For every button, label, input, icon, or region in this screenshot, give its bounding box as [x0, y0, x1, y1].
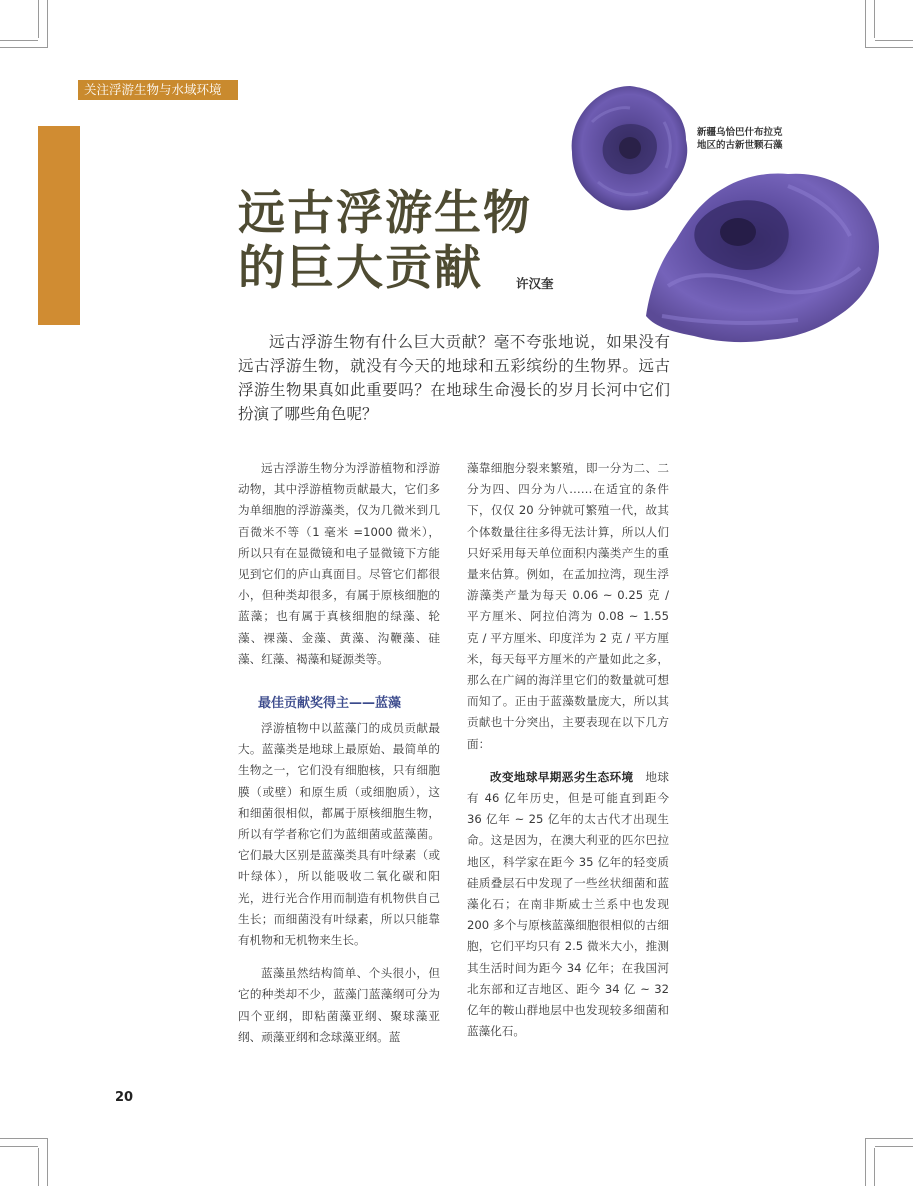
crop-mark [38, 0, 39, 38]
body-paragraph: 蓝藻虽然结构简单、个头很小，但它的种类却不少，蓝藻门蓝藻纲可分为四个亚纲，即粘菌藻亚纲、聚球藻亚纲、顽藻亚纲和念球藻亚纲。蓝 [238, 966, 440, 1044]
crop-mark [875, 40, 913, 41]
page-number: 20 [115, 1090, 134, 1105]
crop-mark [874, 1148, 875, 1186]
crop-mark [0, 1146, 38, 1147]
crop-mark [0, 47, 48, 48]
photo-caption-line: 新疆乌恰巴什布拉克 [697, 127, 783, 138]
fossil-photo-large [638, 166, 886, 346]
body-text: 地球有 46 亿年历史，但是可能直到距今 36 亿年 ~ 25 亿年的太古代才出现生命。这是因为，在澳大利亚的匹尔巴拉地区，科学家在距今 35 亿年的轻变质硅质叠层石中发现了一些丝状细菌和蓝藻化石；在南非斯威士兰系中也发现 200 多个与原核蓝藻细胞很相似的古细胞，它们平均只有 2.5 微米大小，推测其生活时间为距今 34 亿年；在我国河北东部和辽吉地区、距今 34 亿 ~ 32 亿年的鞍山群地层中也发现较多细菌和蓝藻化石。 [467, 769, 669, 1039]
photo-caption-line: 地区的古新世颗石藻 [697, 140, 783, 151]
section-tag: 关注浮游生物与水域环境 [78, 80, 238, 100]
lead-term: 改变地球早期恶劣生态环境 [490, 769, 634, 784]
body-paragraph: 浮游植物中以蓝藻门的成员贡献最大。蓝藻类是地球上最原始、最简单的生物之一，它们没有细胞核，只有细胞膜（或壁）和原生质（或细胞质），这和细菌很相似，都属于原核细胞生物，所以有学者称它们为蓝细菌或蓝藻菌。它们最大区别是蓝藻类具有叶绿素（或叶绿体），所以能吸收二氧化碳和阳光，进行光合作用而制造有机物供自己生长；而细菌没有叶绿素，所以只能靠有机物和无机物来生长。 [238, 721, 440, 948]
accent-bar [38, 126, 80, 325]
crop-mark [47, 0, 48, 48]
article-title-line: 远古浮游生物 [238, 186, 532, 241]
crop-mark [865, 47, 913, 48]
crop-mark [865, 1138, 913, 1139]
text-column-left [238, 458, 440, 1060]
crop-mark [874, 0, 875, 38]
author-name: 许汉奎 [516, 276, 554, 291]
crop-mark [47, 1138, 48, 1186]
intro-paragraph: 远古浮游生物有什么巨大贡献？毫不夸张地说，如果没有远古浮游生物，就没有今天的地球和五彩缤纷的生物界。远古浮游生物果真如此重要吗？在地球生命漫长的岁月长河中它们扮演了哪些角色呢？ [238, 333, 670, 423]
crop-mark [0, 1138, 48, 1139]
article-title-line: 的巨大贡献 [238, 241, 483, 296]
crop-mark [38, 1148, 39, 1186]
crop-mark [875, 1146, 913, 1147]
body-paragraph [467, 767, 669, 1043]
crop-mark [0, 40, 38, 41]
body-paragraph: 藻靠细胞分裂来繁殖，即一分为二、二分为四、四分为八……在适宜的条件下，仅仅 20 分钟就可繁殖一代，故其个体数量往往多得无法计算，所以人们只好采用每天单位面积内藻类产生的重量来估算。例如，在孟加拉湾，现生浮游藻类产量为每天 0.06 ~ 0.25 克 / 平方厘米、阿拉伯湾为 0.08 ~ 1.55 克 / 平方厘米、印度洋为 2 克 / 平方厘米，每天每平方厘米的产量如此之多，那么在广阔的海洋里它们的数量就可想而知了。正由于蓝藻数量庞大，所以其贡献也十分突出，主要表现在以下几方面： [467, 461, 669, 751]
photo-caption [697, 126, 807, 152]
body-paragraph: 远古浮游生物分为浮游植物和浮游动物，其中浮游植物贡献最大，它们多为单细胞的浮游藻类，仅为几微米到几百微米不等（1 毫米 =1000 微米），所以只有在显微镜和电子显微镜下方能见到它们的庐山真面目。尽管它们都很小，但种类却很多，有属于原核细胞的蓝藻；也有属于真核细胞的绿藻、轮藻、裸藻、金藻、黄藻、沟鞭藻、硅藻、红藻、褐藻和疑源类等。 [238, 461, 440, 666]
subheading: 最佳贡献奖得主——蓝藻 [258, 696, 402, 712]
crop-mark [865, 1138, 866, 1186]
text-column-right [467, 458, 669, 1054]
crop-mark [865, 0, 866, 48]
